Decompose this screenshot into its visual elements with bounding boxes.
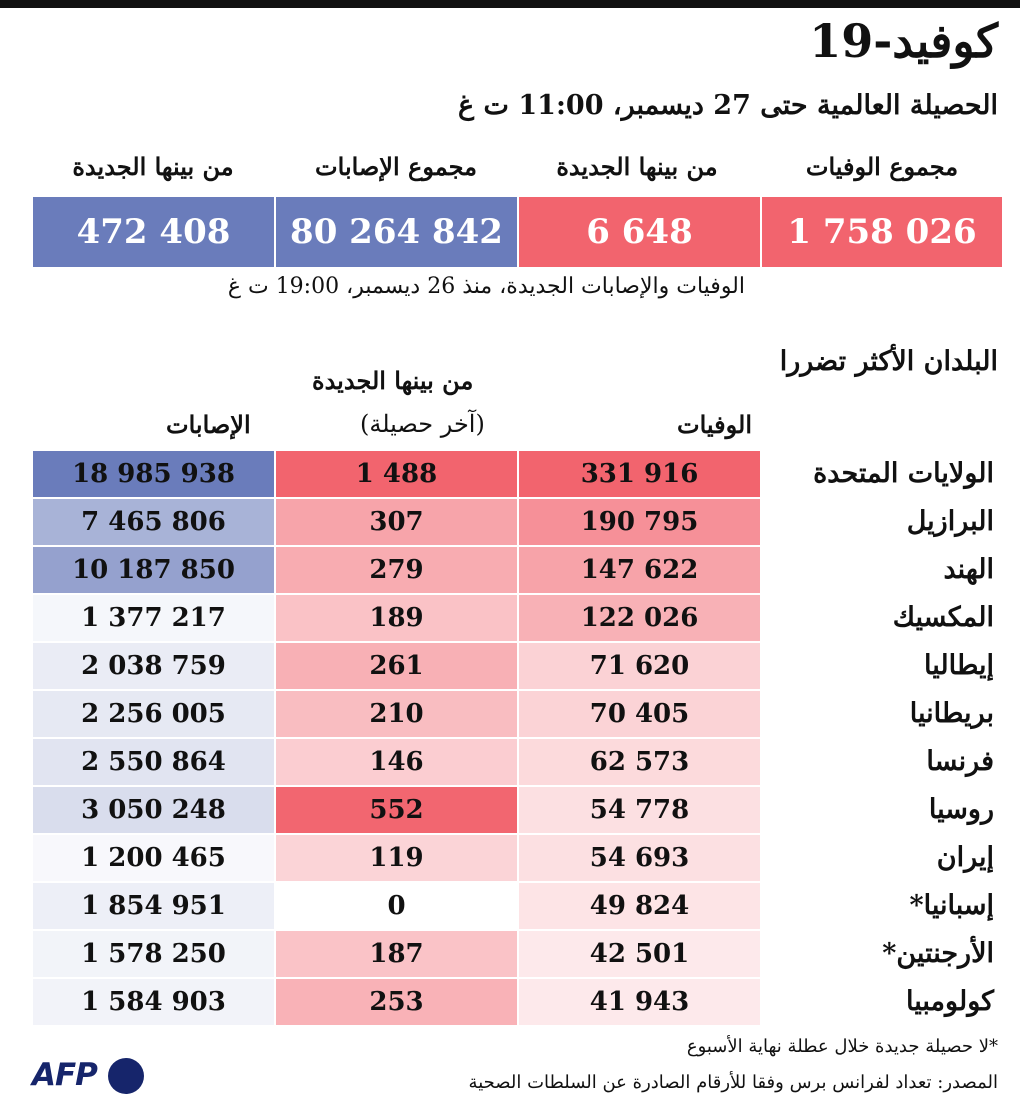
afp-logo-dot-icon bbox=[108, 1058, 144, 1094]
section-title: البلدان الأكثر تضررا bbox=[779, 346, 998, 377]
cell-deaths: 331 916 bbox=[519, 451, 760, 497]
source-note: المصدر: تعداد لفرانس برس وفقا للأرقام الصادرة عن السلطات الصحية bbox=[468, 1072, 998, 1093]
cell-new-deaths: 1 488 bbox=[276, 451, 517, 497]
cell-new-deaths: 261 bbox=[276, 643, 517, 689]
cell-new-deaths: 187 bbox=[276, 931, 517, 977]
summary-new-cases-label: من بينها الجديدة bbox=[72, 152, 234, 181]
row-country-label: الأرجنتين* bbox=[882, 938, 994, 969]
row-country-label: إيطاليا bbox=[924, 650, 994, 681]
row-country-label: كولومبيا bbox=[906, 986, 994, 1017]
summary-deaths-label: مجموع الوفيات bbox=[805, 152, 959, 181]
cell-deaths: 54 778 bbox=[519, 787, 760, 833]
cell-new-deaths: 552 bbox=[276, 787, 517, 833]
cell-cases: 1 578 250 bbox=[33, 931, 274, 977]
cell-cases: 2 256 005 bbox=[33, 691, 274, 737]
row-country-label: الهند bbox=[943, 554, 994, 585]
cell-deaths: 122 026 bbox=[519, 595, 760, 641]
cell-deaths: 41 943 bbox=[519, 979, 760, 1025]
cell-new-deaths: 253 bbox=[276, 979, 517, 1025]
afp-logo-text: AFP bbox=[32, 1057, 97, 1093]
row-country-label: روسيا bbox=[928, 794, 994, 825]
cell-cases: 1 200 465 bbox=[33, 835, 274, 881]
col-header-new: من بينها الجديدة bbox=[312, 366, 474, 395]
cell-new-deaths: 210 bbox=[276, 691, 517, 737]
cell-deaths: 147 622 bbox=[519, 547, 760, 593]
summary-cases-value: 80 264 842 bbox=[276, 197, 517, 267]
cell-deaths: 54 693 bbox=[519, 835, 760, 881]
row-country-label: إسبانيا* bbox=[909, 890, 994, 921]
col-header-cases: الإصابات bbox=[166, 410, 251, 439]
cell-deaths: 42 501 bbox=[519, 931, 760, 977]
row-country-label: الولايات المتحدة bbox=[813, 458, 994, 489]
row-country-label: بريطانيا bbox=[909, 698, 994, 729]
cell-cases: 2 038 759 bbox=[33, 643, 274, 689]
cell-new-deaths: 307 bbox=[276, 499, 517, 545]
summary-note: الوفيات والإصابات الجديدة، منذ 26 ديسمبر، 19:00 ت غ bbox=[227, 274, 745, 299]
cell-deaths: 70 405 bbox=[519, 691, 760, 737]
summary-new-cases-value: 472 408 bbox=[33, 197, 274, 267]
cell-cases: 18 985 938 bbox=[33, 451, 274, 497]
cell-cases: 3 050 248 bbox=[33, 787, 274, 833]
cell-cases: 10 187 850 bbox=[33, 547, 274, 593]
cell-new-deaths: 0 bbox=[276, 883, 517, 929]
summary-deaths-value: 1 758 026 bbox=[762, 197, 1002, 267]
row-country-label: فرنسا bbox=[926, 746, 994, 777]
top-rule bbox=[0, 0, 1020, 8]
cell-deaths: 71 620 bbox=[519, 643, 760, 689]
summary-new-deaths-label: من بينها الجديدة bbox=[556, 152, 718, 181]
col-header-deaths: الوفيات bbox=[677, 410, 752, 439]
cell-new-deaths: 189 bbox=[276, 595, 517, 641]
cell-cases: 2 550 864 bbox=[33, 739, 274, 785]
cell-deaths: 49 824 bbox=[519, 883, 760, 929]
cell-cases: 1 854 951 bbox=[33, 883, 274, 929]
cell-cases: 1 377 217 bbox=[33, 595, 274, 641]
row-country-label: المكسيك bbox=[892, 602, 994, 633]
page-subtitle: الحصيلة العالمية حتى 27 ديسمبر، 11:00 ت غ bbox=[458, 90, 998, 121]
summary-cases-label: مجموع الإصابات bbox=[315, 152, 477, 181]
cell-cases: 1 584 903 bbox=[33, 979, 274, 1025]
col-header-new-sub: (آخر حصيلة) bbox=[360, 410, 485, 438]
cell-new-deaths: 146 bbox=[276, 739, 517, 785]
page-title: كوفيد-19 bbox=[809, 14, 998, 68]
row-country-label: البرازيل bbox=[906, 506, 994, 537]
footnote: *لا حصيلة جديدة خلال عطلة نهاية الأسبوع bbox=[686, 1036, 998, 1057]
summary-new-deaths-value: 6 648 bbox=[519, 197, 760, 267]
cell-deaths: 190 795 bbox=[519, 499, 760, 545]
cell-new-deaths: 279 bbox=[276, 547, 517, 593]
cell-new-deaths: 119 bbox=[276, 835, 517, 881]
row-country-label: إيران bbox=[936, 842, 994, 873]
cell-cases: 7 465 806 bbox=[33, 499, 274, 545]
cell-deaths: 62 573 bbox=[519, 739, 760, 785]
